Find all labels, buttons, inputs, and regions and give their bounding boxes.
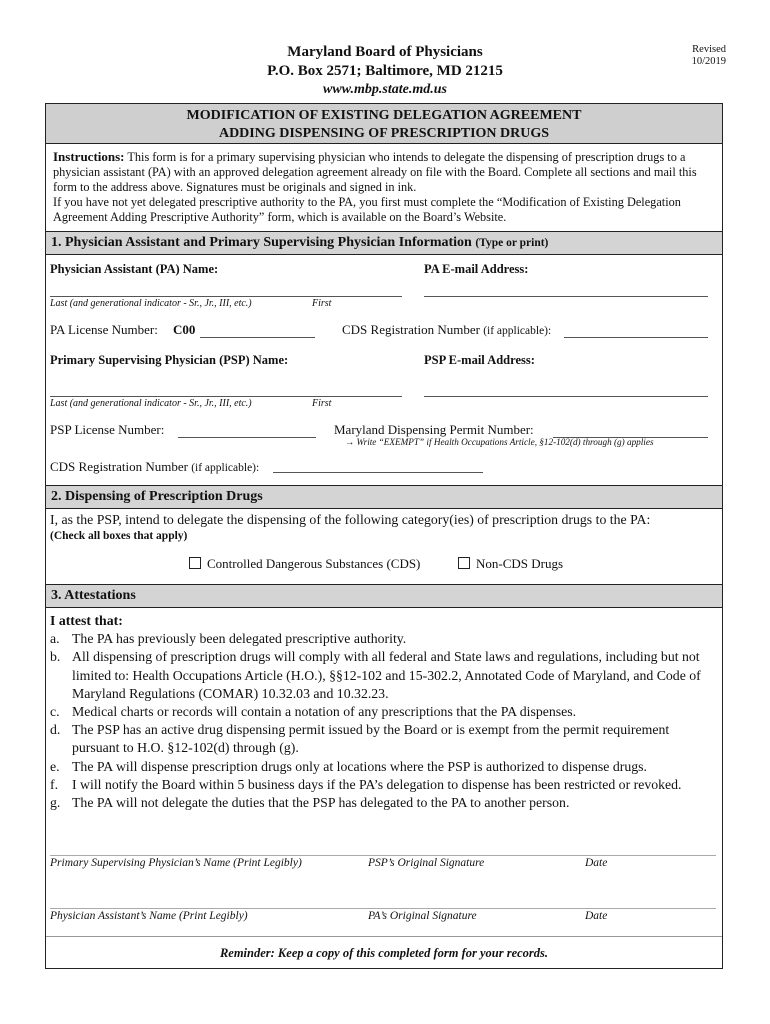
- pa-email-field[interactable]: [424, 296, 708, 297]
- attest-item-c: c. Medical charts or records will contain a notation of any prescriptions that the PA dispenses.: [50, 704, 577, 720]
- pa-cds-label: [342, 322, 551, 338]
- attest-item-d: d. The PSP has an active drug dispensing permit issued by the Board or is exempt from the permit requirement pursuant to H.O. §12-102(d) through (g).: [50, 722, 670, 756]
- attest-item-a: a. The PA has previously been delegated prescriptive authority.: [50, 631, 407, 647]
- pa-date-label: Date: [585, 910, 608, 922]
- board-address: P.O. Box 2571; Baltimore, MD 21215: [267, 63, 503, 79]
- attest-item-b: b. All dispensing of prescription drugs will comply with all federal and State laws and regulations, including but not limited to: Health Occupations Article (H.O.), §§12-102 and 15-302.2, Annotated Code of Maryland, and Code of Maryland Regulations (COMAR) 10.32.03 and 10.32.23.: [50, 649, 701, 701]
- attestations: [50, 612, 720, 812]
- pa-license-label: PA License Number:: [50, 322, 158, 337]
- option-cds-label: Controlled Dangerous Substances (CDS): [207, 556, 421, 571]
- pa-print-name-label: Physician Assistant’s Name (Print Legibly): [50, 910, 248, 922]
- attest-item-f: f. I will notify the Board within 5 business days if the PA’s delegation to dispense has been restricted or revoked.: [50, 776, 682, 792]
- revision-note: [692, 44, 726, 68]
- pa-name-field[interactable]: [50, 296, 402, 297]
- pa-email-label: PA E-mail Address:: [424, 262, 529, 276]
- psp-cds-note: (if applicable):: [191, 462, 260, 474]
- pa-cds-label-text: CDS Registration Number: [342, 322, 480, 337]
- pa-license-prefix: C00: [173, 322, 196, 337]
- permit-note: → Write “EXEMPT” if Health Occupations Article, §12-102(d) through (g) applies: [345, 437, 654, 447]
- option-noncds-label: Non-CDS Drugs: [476, 556, 564, 571]
- psp-name-label: Primary Supervising Physician (PSP) Name:: [50, 353, 289, 367]
- noncds-checkbox[interactable]: [458, 557, 470, 569]
- board-name: Maryland Board of Physicians: [287, 44, 483, 60]
- revised-label: Revised: [692, 44, 726, 55]
- psp-name-field[interactable]: [50, 396, 402, 397]
- reminder-divider: [46, 936, 722, 937]
- attest-item-g: g. The PA will not delegate the duties that the PSP has delegated to the PA to another person.: [50, 795, 570, 811]
- pa-name-label: Physician Assistant (PA) Name:: [50, 262, 219, 276]
- section1-title: 1. Physician Assistant and Primary Supervising Physician Information: [51, 235, 472, 250]
- psp-email-field[interactable]: [424, 396, 708, 397]
- attest-item-e: e. The PA will dispense prescription drugs only at locations where the PSP is authorized to dispense drugs.: [50, 758, 647, 774]
- section3-heading: [46, 584, 722, 608]
- board-website: www.mbp.state.md.us: [323, 82, 447, 97]
- psp-date-label: Date: [585, 857, 608, 869]
- section2-check-note: (Check all boxes that apply): [50, 530, 188, 542]
- form-title-line1: MODIFICATION OF EXISTING DELEGATION AGREEMENT: [186, 108, 582, 123]
- psp-email-label: PSP E-mail Address:: [424, 353, 535, 367]
- revised-date: 10/2019: [691, 56, 726, 67]
- reminder-text: Reminder: Keep a copy of this completed form for your records.: [219, 946, 549, 960]
- attest-intro: I attest that:: [50, 613, 123, 628]
- psp-signature-label: PSP’s Original Signature: [368, 857, 485, 869]
- form-title: [46, 104, 722, 144]
- section2-heading: [46, 485, 722, 509]
- section3-title: 3. Attestations: [51, 588, 136, 603]
- section2-statement: I, as the PSP, intend to delegate the dispensing of the following category(ies) of prescription drugs to the PA:: [50, 512, 651, 527]
- section1-heading: [46, 231, 722, 255]
- permit-label: Maryland Dispensing Permit Number:: [334, 422, 534, 437]
- psp-license-label: PSP License Number:: [50, 422, 165, 437]
- section2-title: 2. Dispensing of Prescription Drugs: [51, 489, 263, 504]
- instructions: [53, 149, 717, 225]
- pa-cds-field[interactable]: [564, 337, 708, 338]
- pa-cds-note: (if applicable):: [483, 325, 552, 337]
- instructions-para1: This form is for a primary supervising physician who intends to delegate the dispensing of prescription drugs to a physician assistant (PA) with an approved delegation agreement already on file with the Board. Complete all sections and mail this form to the address above. Signatures must be originals and signed in ink.: [53, 150, 697, 194]
- psp-name-hint-last: Last (and generational indicator - Sr., Jr., III, etc.): [50, 398, 252, 409]
- section1-note: (Type or print): [475, 237, 549, 249]
- psp-license-field[interactable]: [178, 437, 316, 438]
- pa-license-field[interactable]: [200, 337, 315, 338]
- form-title-line2: ADDING DISPENSING OF PRESCRIPTION DRUGS: [218, 126, 550, 141]
- instructions-label: Instructions:: [53, 149, 125, 164]
- psp-signature-line[interactable]: [50, 855, 716, 856]
- psp-cds-label-text: CDS Registration Number: [50, 459, 188, 474]
- instructions-para2: If you have not yet delegated prescriptive authority to the PA, you first must complete the “Modification of Existing Delegation Agreement Adding Prescriptive Authority” form, which is available on the Board’s Website.: [53, 195, 681, 224]
- option-cds[interactable]: [189, 556, 420, 572]
- pa-name-hint-first: First: [312, 298, 332, 309]
- option-noncds[interactable]: [458, 556, 563, 572]
- psp-cds-field[interactable]: [273, 472, 483, 473]
- psp-cds-label: [50, 459, 259, 475]
- psp-name-hint-first: First: [312, 398, 332, 409]
- pa-signature-line[interactable]: [50, 908, 716, 909]
- pa-signature-label: PA’s Original Signature: [368, 910, 477, 922]
- pa-name-hint-last: Last (and generational indicator - Sr., Jr., III, etc.): [50, 298, 252, 309]
- cds-checkbox[interactable]: [189, 557, 201, 569]
- psp-print-name-label: Primary Supervising Physician’s Name (Print Legibly): [50, 857, 302, 869]
